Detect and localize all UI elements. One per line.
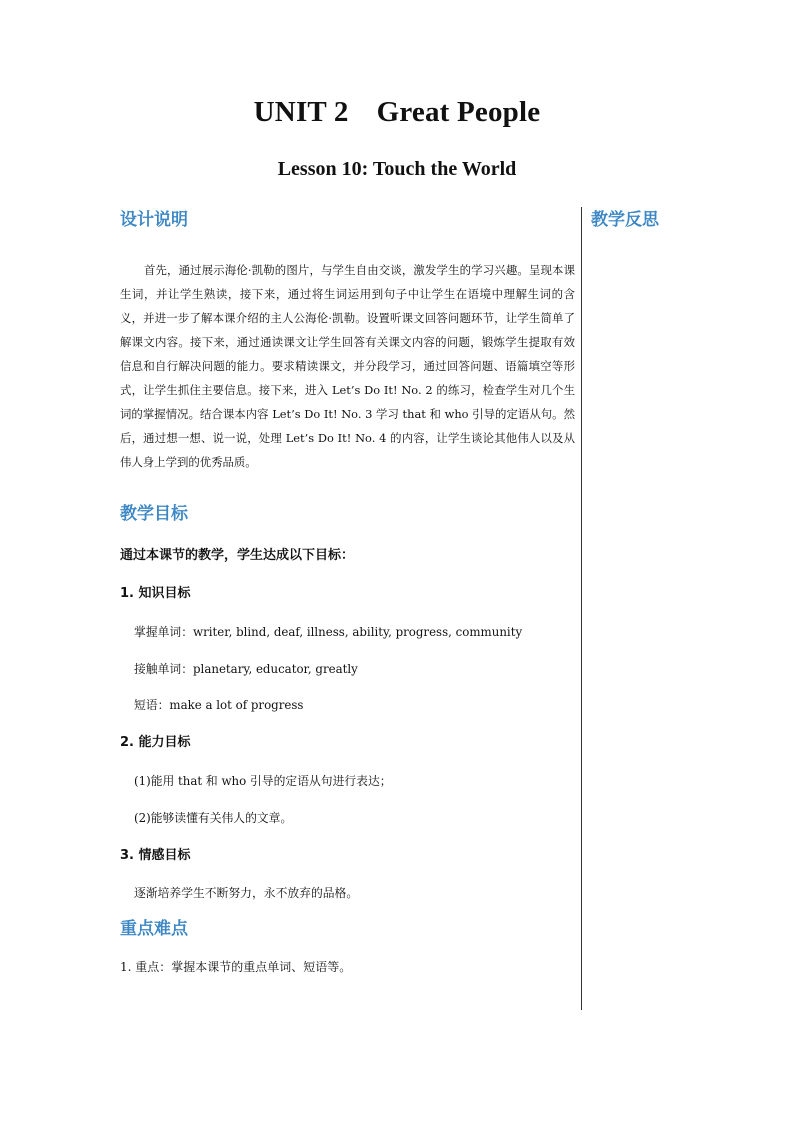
emotion-title: 3. 情感目标 <box>120 848 191 863</box>
unit-name: Great People <box>376 96 541 128</box>
mastery-words-line <box>120 622 575 642</box>
unit-label: UNIT 2 <box>253 96 349 128</box>
reflection-heading: 教学反思 <box>591 210 659 230</box>
phrase-words: make a lot of progress <box>169 698 304 712</box>
contact-words: planetary, educator, greatly <box>193 662 358 676</box>
mastery-words: writer, blind, deaf, illness, ability, progress, community <box>193 625 523 639</box>
column-divider <box>581 207 582 1010</box>
unit-title <box>0 96 794 129</box>
phrase-label: 短语： <box>134 698 170 712</box>
ability-item-1: (1)能用 that 和 who 引导的定语从句进行表达； <box>134 774 392 788</box>
key-point-item-1: 1. 重点：掌握本课节的重点单词、短语等。 <box>120 960 352 974</box>
objectives-heading: 教学目标 <box>120 504 188 524</box>
key-points-heading: 重点难点 <box>120 919 188 939</box>
contact-label: 接触单词： <box>134 662 193 676</box>
knowledge-title: 1. 知识目标 <box>120 586 191 601</box>
emotion-item-1: 逐渐培养学生不断努力，永不放弃的品格。 <box>134 886 359 900</box>
phrase-line <box>120 695 575 715</box>
lesson-title: Lesson 10: Touch the World <box>277 158 517 180</box>
mastery-label: 掌握单词： <box>134 625 193 639</box>
contact-words-line <box>120 659 575 679</box>
reflection-column <box>591 208 731 232</box>
main-column <box>120 208 575 977</box>
design-heading: 设计说明 <box>120 210 188 230</box>
ability-item-2: (2)能够读懂有关伟人的文章。 <box>134 811 293 825</box>
design-paragraph: 首先，通过展示海伦·凯勒的图片，与学生自由交谈，激发学生的学习兴趣。呈现本课生词，并让学生熟读，接下来，通过将生词运用到句子中让学生在语境中理解生词的含义，并进一步了解本课介绍的主人公海伦·凯勒。设置听课文回答问题环节，让学生简单了解课文内容。接下来，通过通读课文让学生回答有关课文内容的问题，锻炼学生提取有效信息和自行解决问题的能力。要求精读课文，并分段学习，通过回答问题、语篇填空等形式，让学生抓住主要信息。接下来，进入 Let’s Do It! No. 2 的练习，检查学生对几个生词的掌握情况。结合课本内容 Let’s Do It! No. 3 学习 that 和 who 引导的定语从句。然后，通过想一想、说一说，处理 Let’s Do It! No. 4 的内容，让学生谈论其他伟人以及从伟人身上学到的优秀品质。 <box>120 263 575 469</box>
ability-title: 2. 能力目标 <box>120 735 191 750</box>
objectives-intro: 通过本课节的教学，学生达成以下目标： <box>120 548 355 563</box>
